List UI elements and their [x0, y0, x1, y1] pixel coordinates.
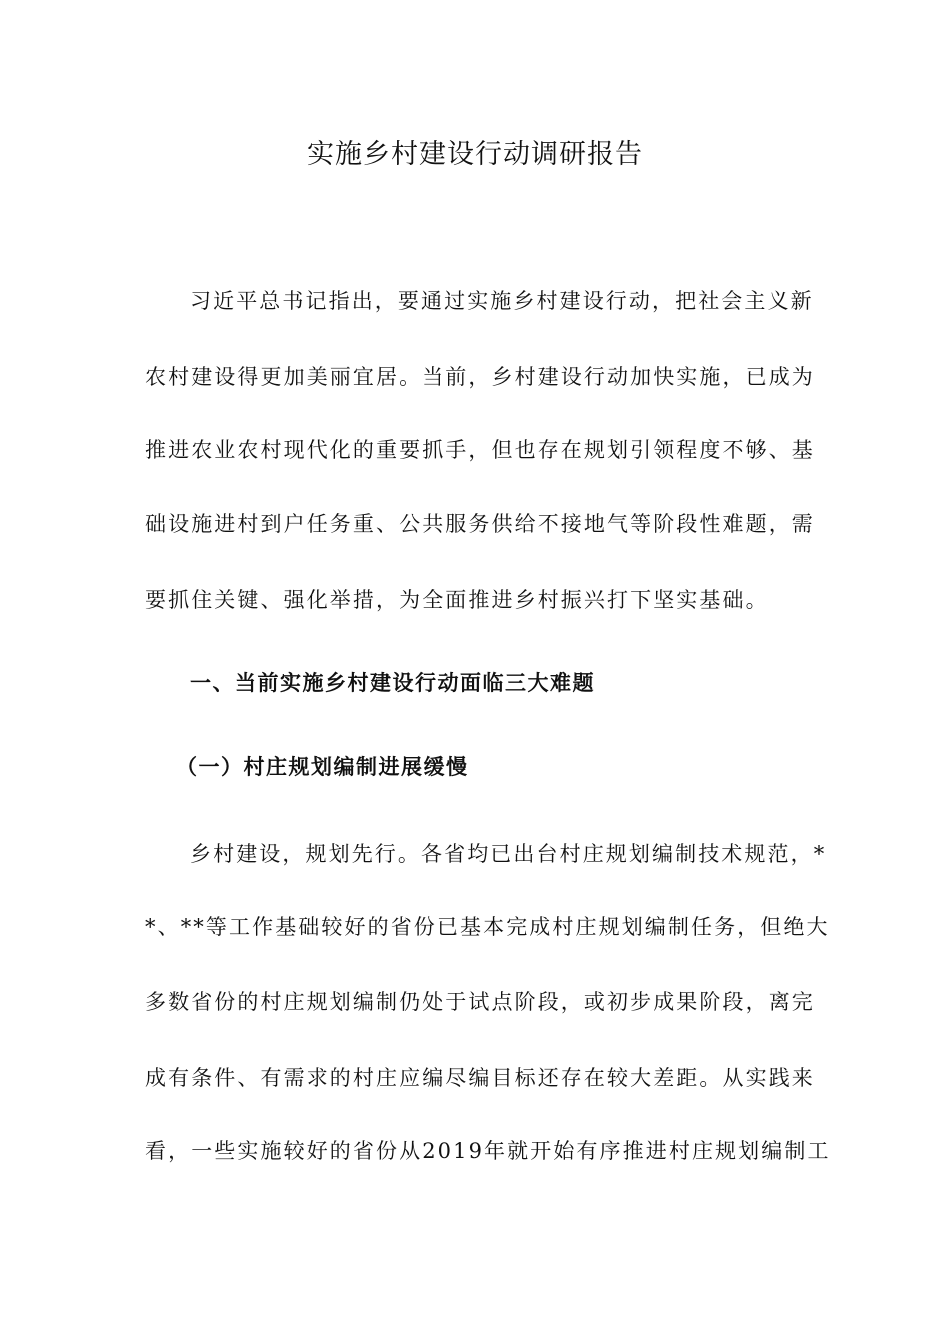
intro-paragraph-line: 础设施进村到户任务重、公共服务供给不接地气等阶段性难题，需	[145, 512, 815, 536]
subsection-heading: （一）村庄规划编制进展缓慢	[176, 755, 469, 779]
body-paragraph-line: 多数省份的村庄规划编制仍处于试点阶段，或初步成果阶段，离完	[145, 990, 815, 1014]
body-paragraph-line: 乡村建设，规划先行。各省均已出台村庄规划编制技术规范，*	[190, 842, 827, 866]
intro-paragraph-line: 农村建设得更加美丽宜居。当前，乡村建设行动加快实施，已成为	[145, 365, 815, 389]
body-paragraph-line: 看，一些实施较好的省份从2019年就开始有序推进村庄规划编制工	[145, 1139, 831, 1163]
document-title: 实施乡村建设行动调研报告	[307, 139, 643, 170]
body-paragraph-line: *、**等工作基础较好的省份已基本完成村庄规划编制任务，但绝大	[145, 915, 830, 939]
intro-paragraph-line: 要抓住关键、强化举措，为全面推进乡村振兴打下坚实基础。	[145, 588, 769, 612]
section-heading: 一、当前实施乡村建设行动面临三大难题	[190, 671, 595, 695]
intro-paragraph-line: 习近平总书记指出，要通过实施乡村建设行动，把社会主义新	[190, 289, 814, 313]
intro-paragraph-line: 推进农业农村现代化的重要抓手，但也存在规划引领程度不够、基	[145, 438, 815, 462]
body-paragraph-line: 成有条件、有需求的村庄应编尽编目标还存在较大差距。从实践来	[145, 1066, 815, 1090]
